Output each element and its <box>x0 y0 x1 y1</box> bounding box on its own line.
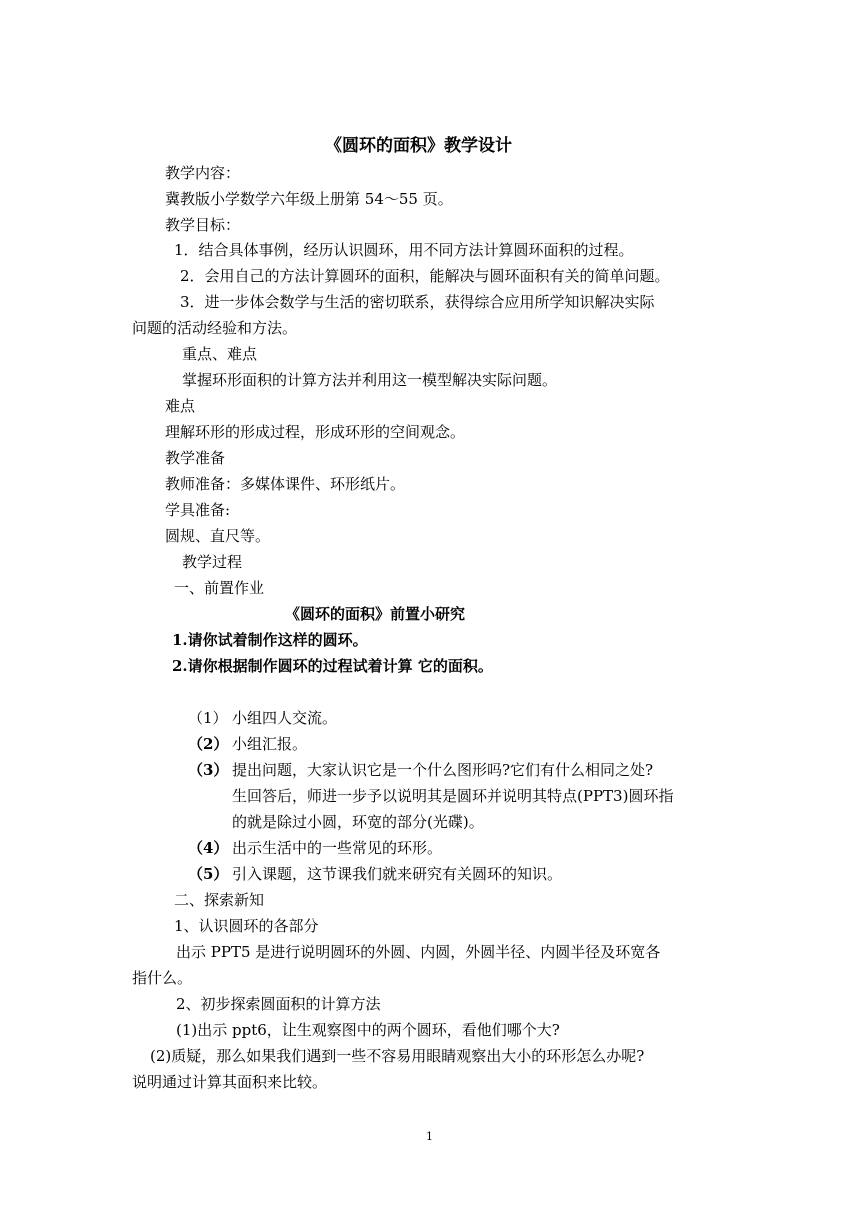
goal-item: 3．进一步体会数学与生活的密切联系，获得综合应用所学知识解决实际 <box>180 293 655 311</box>
teacher-prep: 教师准备：多媒体课件、环形纸片。 <box>165 475 406 493</box>
sub2-text-continuation: 说明通过计算其面积来比较。 <box>132 1073 328 1091</box>
step-text: 引入课题，这节课我们就来研究有关圆环的知识。 <box>232 865 563 883</box>
key-heading: 重点、难点 <box>182 345 258 363</box>
step-text: 生回答后，师进一步予以说明其是圆环并说明其特点(PPT3)圆环指 <box>232 787 674 805</box>
section2-heading: 二、探索新知 <box>174 891 265 909</box>
step-number: （1） <box>188 709 228 727</box>
pre-study-item: 1.请你试着制作这样的圆环。 <box>172 631 368 649</box>
step-text: 出示生活中的一些常见的环形。 <box>232 839 443 857</box>
difficulty-heading: 难点 <box>165 397 196 415</box>
step-number: （2） <box>188 735 229 753</box>
goal-item-continuation: 问题的活动经验和方法。 <box>132 319 298 337</box>
student-prep-heading: 学具准备: <box>165 501 231 519</box>
student-prep: 圆规、直尺等。 <box>165 527 271 545</box>
pre-study-title: 《圆环的面积》前置小研究 <box>285 605 466 623</box>
sub2-heading: 2、初步探索圆面积的计算方法 <box>176 995 381 1013</box>
process-heading: 教学过程 <box>182 553 243 571</box>
pre-study-item: 2.请你根据制作圆环的过程试着计算 它的面积。 <box>172 657 493 675</box>
key-text: 掌握环形面积的计算方法并利用这一模型解决实际问题。 <box>182 371 558 389</box>
step-text: 小组汇报。 <box>232 735 308 753</box>
difficulty-text: 理解环形的形成过程，形成环形的空间观念。 <box>165 423 466 441</box>
step-number: （4） <box>188 839 229 857</box>
step-number: （3） <box>188 761 229 779</box>
sub2-text: (1)出示 ppt6，让生观察图中的两个圆环，看他们哪个大? <box>176 1021 560 1039</box>
page-number: 1 <box>426 1130 433 1143</box>
step-number: （5） <box>188 865 229 883</box>
goal-item: 1．结合具体事例，经历认识圆环，用不同方法计算圆环面积的过程。 <box>174 241 634 259</box>
goal-item: 2．会用自己的方法计算圆环的面积，能解决与圆环面积有关的简单问题。 <box>180 267 670 285</box>
document-title: 《圆环的面积》教学设计 <box>325 136 512 156</box>
step-text: 提出问题，大家认识它是一个什么图形吗?它们有什么相同之处? <box>232 761 654 779</box>
content-text: 冀教版小学数学六年级上册第 54～55 页。 <box>165 190 453 208</box>
sub1-text-continuation: 指什么。 <box>132 969 193 987</box>
step-text: 小组四人交流。 <box>232 709 338 727</box>
content-heading: 教学内容： <box>165 164 241 182</box>
sub1-heading: 1、认识圆环的各部分 <box>174 917 319 935</box>
section1-heading: 一、前置作业 <box>174 579 265 597</box>
sub2-text: (2)质疑，那么如果我们遇到一些不容易用眼睛观察出大小的环形怎么办呢? <box>150 1047 645 1065</box>
goals-heading: 教学目标： <box>165 216 241 234</box>
sub1-text: 出示 PPT5 是进行说明圆环的外圆、内圆，外圆半径、内圆半径及环宽各 <box>176 943 661 961</box>
prep-heading: 教学准备 <box>165 449 226 467</box>
step-text: 的就是除过小圆，环宽的部分(光碟)。 <box>232 813 484 831</box>
